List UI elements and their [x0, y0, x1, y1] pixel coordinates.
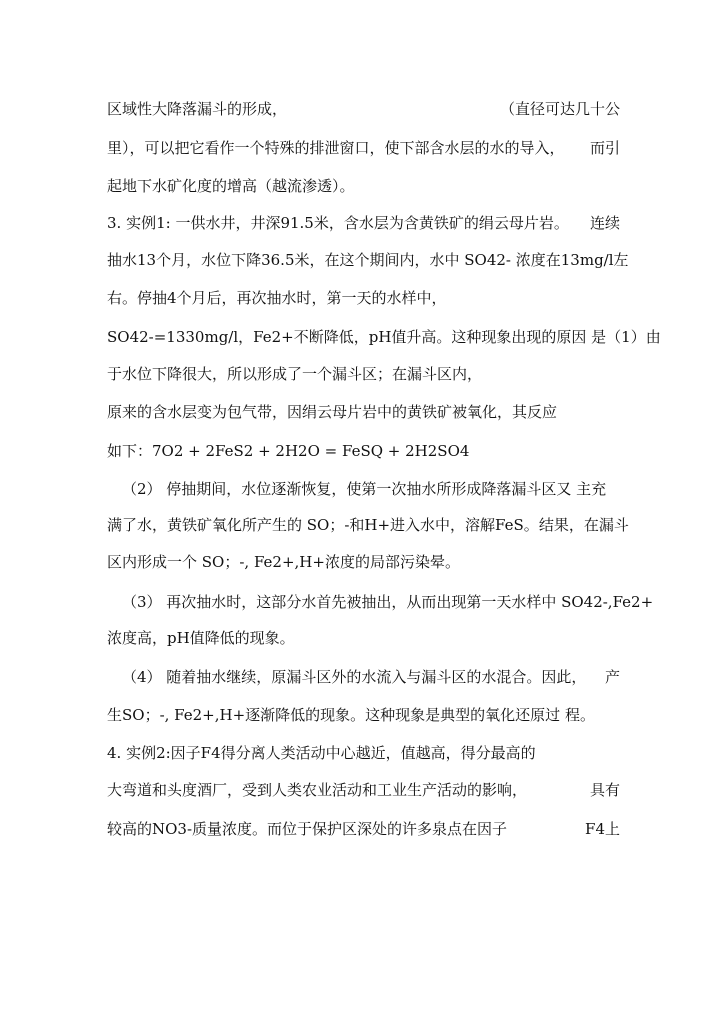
text-segment: 3. 实例1: 一供水井，井深91.5米，含水层为含黄铁矿的绢云母片岩。: [107, 214, 569, 232]
text-segment: 原来的含水层变为包气带，因绢云母片岩中的黄铁矿被氧化，其反应: [107, 403, 558, 421]
text-segment: （4） 随着抽水继续，原漏斗区外的水流入与漏斗区的水混合。因此，: [122, 668, 587, 686]
text-segment: 右。停抽4个月后，再次抽水时，第一天的水样中，: [107, 289, 447, 307]
text-segment: 满了水，黄铁矿氧化所产生的 SO；-和H+进入水中，溶解FeS。: [107, 516, 539, 534]
text-segment: F4上: [585, 820, 620, 838]
text-line: [107, 551, 620, 573]
text-segment: 而引: [589, 139, 620, 157]
text-segment: （直径可达几十公: [499, 100, 620, 118]
text-line: [122, 591, 654, 613]
text-segment: 区域性大降落漏斗的形成，: [107, 100, 288, 118]
text-line: [107, 363, 620, 385]
text-segment: 浓度高，pH值降低的现象。: [107, 629, 295, 647]
text-segment: 起地下水矿化度的增高（越流渗透）。: [107, 177, 355, 195]
text-line: [107, 514, 629, 536]
text-segment: 抽水13个月，水位下降36.5米，在这个期间内，水中 SO42- 浓度在13mg/l左: [107, 251, 629, 269]
text-line: [107, 175, 620, 197]
text-segment: 里），可以把它看作一个特殊的排泄窗口，使下部含水层的水的导入，: [107, 139, 565, 157]
text-segment: 较高的NO3-质量浓度。而位于保护区深处的许多泉点在因子: [107, 820, 508, 838]
text-segment: 具有: [589, 781, 620, 799]
text-segment: （2） 停抽期间，水位逐渐恢复，使第一次抽水所形成降落漏斗区又 主充: [122, 480, 607, 498]
text-line: [107, 779, 620, 801]
text-line: [107, 704, 620, 726]
text-segment: 产: [604, 668, 620, 686]
text-line: [107, 137, 620, 159]
text-segment: SO42-=1330mg/l，Fe2+不断降低，pH值升高。这种现象出现的原因 是（1）由: [107, 328, 661, 346]
text-line: [122, 478, 620, 500]
text-segment: 区内形成一个 SO；-, Fe2+,H+浓度的局部污染晕。: [107, 553, 460, 571]
text-line: [107, 287, 620, 309]
text-line: [107, 326, 661, 348]
text-segment: 于水位下降很大，所以形成了一个漏斗区；在漏斗区内，: [107, 365, 483, 383]
text-segment: 结果，在漏斗: [538, 516, 629, 534]
text-line: [107, 98, 620, 120]
text-segment: （3） 再次抽水时，这部分水首先被抽出，从而出现第一天水样中 SO42-,Fe2+: [122, 593, 654, 611]
text-line: [107, 742, 620, 764]
text-segment: 生SO；-, Fe2+,H+逐渐降低的现象。这种现象是典型的氧化还原过 程。: [107, 706, 595, 724]
text-segment: 连续: [589, 214, 620, 232]
text-segment: 4. 实例2:因子F4得分离人类活动中心越近，值越高，得分最高的: [107, 744, 536, 762]
text-line: [107, 401, 620, 423]
equation-text: 如下：7O2 + 2FeS2 + 2H2O = FeSQ + 2H2SO4: [107, 442, 470, 460]
text-segment: 大弯道和头度酒厂，受到人类农业活动和工业生产活动的影响，: [107, 781, 528, 799]
text-line: [122, 666, 620, 688]
text-line: [107, 249, 629, 271]
equation-line: [107, 440, 620, 462]
text-line: [107, 212, 620, 234]
text-line: [107, 627, 620, 649]
text-line: [107, 818, 620, 840]
